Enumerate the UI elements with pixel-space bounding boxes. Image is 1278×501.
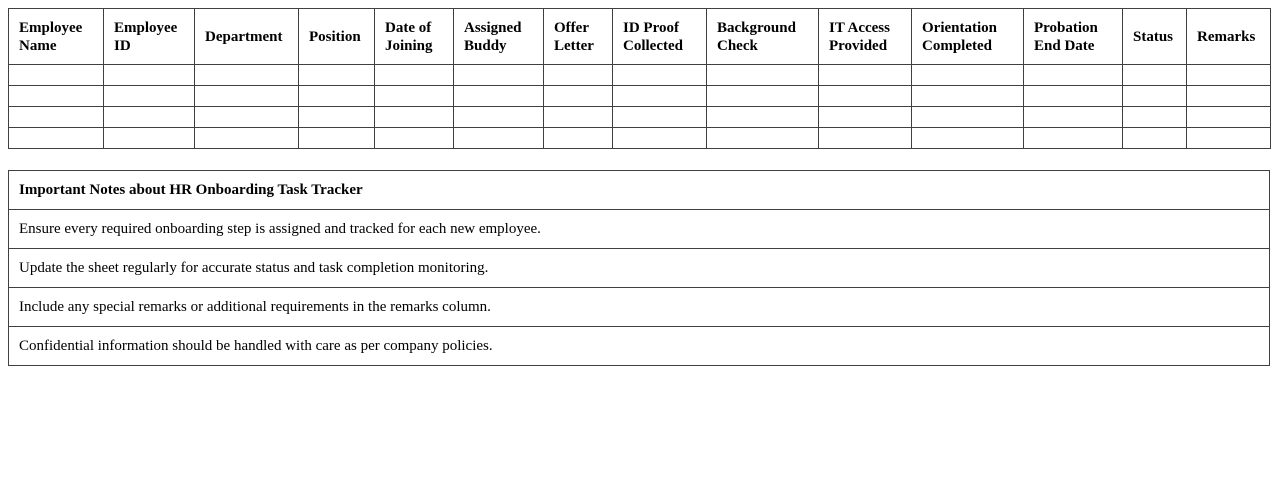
cell-assigned-buddy[interactable]: [454, 65, 544, 86]
header-text: Probation: [1034, 19, 1098, 36]
cell-it-access-provided[interactable]: [819, 86, 912, 107]
cell-it-access-provided[interactable]: [819, 107, 912, 128]
cell-position[interactable]: [299, 128, 375, 149]
cell-date-of-joining[interactable]: [375, 86, 454, 107]
cell-remarks[interactable]: [1187, 86, 1271, 107]
note-text: Ensure every required onboarding step is assigned and tracked for each new employee.: [9, 210, 1270, 249]
header-text: Assigned: [464, 19, 522, 36]
header-text: Provided: [829, 37, 888, 54]
column-header-probation-end-date: [1024, 9, 1123, 65]
header-text: Department: [205, 28, 283, 45]
cell-offer-letter[interactable]: [544, 107, 613, 128]
cell-employee-id[interactable]: [104, 107, 195, 128]
cell-it-access-provided[interactable]: [819, 65, 912, 86]
cell-department[interactable]: [195, 65, 299, 86]
cell-id-proof-collected[interactable]: [613, 107, 707, 128]
table-row: [9, 86, 1271, 107]
header-text: Date of: [385, 19, 432, 36]
cell-assigned-buddy[interactable]: [454, 107, 544, 128]
tracker-body: [9, 65, 1271, 149]
cell-probation-end-date[interactable]: [1024, 65, 1123, 86]
notes-body: [9, 171, 1270, 366]
cell-assigned-buddy[interactable]: [454, 86, 544, 107]
cell-date-of-joining[interactable]: [375, 107, 454, 128]
header-text: Buddy: [464, 37, 507, 54]
cell-probation-end-date[interactable]: [1024, 128, 1123, 149]
header-text: Position: [309, 28, 361, 45]
column-header-assigned-buddy: [454, 9, 544, 65]
cell-department[interactable]: [195, 86, 299, 107]
header-text: IT Access: [829, 19, 890, 36]
header-text: ID: [114, 37, 131, 54]
note-text: Include any special remarks or additional requirements in the remarks column.: [9, 288, 1270, 327]
notes-title: Important Notes about HR Onboarding Task Tracker: [9, 171, 1270, 210]
cell-employee-name[interactable]: [9, 65, 104, 86]
header-text: Completed: [922, 37, 992, 54]
column-header-date-of-joining: [375, 9, 454, 65]
header-text: Check: [717, 37, 758, 54]
cell-position[interactable]: [299, 86, 375, 107]
cell-date-of-joining[interactable]: [375, 65, 454, 86]
header-text: Status: [1133, 28, 1174, 45]
header-text: Employee: [19, 19, 83, 36]
important-notes-table: [8, 170, 1270, 366]
header-text: Orientation: [922, 19, 997, 36]
cell-background-check[interactable]: [707, 65, 819, 86]
cell-id-proof-collected[interactable]: [613, 86, 707, 107]
column-header-id-proof-collected: [613, 9, 707, 65]
column-header-status: [1123, 9, 1187, 65]
onboarding-tracker-table: [8, 8, 1271, 149]
table-row: [9, 65, 1271, 86]
cell-remarks[interactable]: [1187, 65, 1271, 86]
note-row: [9, 210, 1270, 249]
column-header-orientation-completed: [912, 9, 1024, 65]
cell-orientation-completed[interactable]: [912, 86, 1024, 107]
cell-employee-name[interactable]: [9, 107, 104, 128]
header-text: Collected: [623, 37, 683, 54]
header-text: Background: [717, 19, 796, 36]
cell-remarks[interactable]: [1187, 107, 1271, 128]
column-header-employee-id: [104, 9, 195, 65]
cell-offer-letter[interactable]: [544, 65, 613, 86]
note-row: [9, 249, 1270, 288]
notes-title-row: [9, 171, 1270, 210]
cell-employee-name[interactable]: [9, 128, 104, 149]
column-header-it-access-provided: [819, 9, 912, 65]
cell-employee-id[interactable]: [104, 86, 195, 107]
header-text: End Date: [1034, 37, 1095, 54]
cell-department[interactable]: [195, 107, 299, 128]
header-text: Letter: [554, 37, 594, 54]
cell-id-proof-collected[interactable]: [613, 65, 707, 86]
note-row: [9, 327, 1270, 366]
header-text: Employee: [114, 19, 178, 36]
cell-status[interactable]: [1123, 65, 1187, 86]
cell-id-proof-collected[interactable]: [613, 128, 707, 149]
cell-department[interactable]: [195, 128, 299, 149]
cell-position[interactable]: [299, 107, 375, 128]
cell-employee-id[interactable]: [104, 128, 195, 149]
cell-background-check[interactable]: [707, 86, 819, 107]
cell-remarks[interactable]: [1187, 128, 1271, 149]
cell-offer-letter[interactable]: [544, 86, 613, 107]
header-text: Joining: [385, 37, 433, 54]
cell-assigned-buddy[interactable]: [454, 128, 544, 149]
cell-status[interactable]: [1123, 86, 1187, 107]
note-text: Confidential information should be handled with care as per company policies.: [9, 327, 1270, 366]
column-header-position: [299, 9, 375, 65]
note-text: Update the sheet regularly for accurate status and task completion monitoring.: [9, 249, 1270, 288]
header-text: Offer: [554, 19, 589, 36]
cell-probation-end-date[interactable]: [1024, 107, 1123, 128]
header-text: Remarks: [1197, 28, 1256, 45]
column-header-remarks: [1187, 9, 1271, 65]
column-header-department: [195, 9, 299, 65]
table-row: [9, 128, 1271, 149]
header-text: ID Proof: [623, 19, 679, 36]
cell-orientation-completed[interactable]: [912, 107, 1024, 128]
cell-orientation-completed[interactable]: [912, 65, 1024, 86]
header-row: [9, 9, 1271, 65]
table-row: [9, 107, 1271, 128]
cell-offer-letter[interactable]: [544, 128, 613, 149]
cell-employee-id[interactable]: [104, 65, 195, 86]
cell-background-check[interactable]: [707, 107, 819, 128]
cell-probation-end-date[interactable]: [1024, 86, 1123, 107]
cell-status[interactable]: [1123, 107, 1187, 128]
cell-it-access-provided[interactable]: [819, 128, 912, 149]
column-header-employee-name: [9, 9, 104, 65]
cell-status[interactable]: [1123, 128, 1187, 149]
header-text: Name: [19, 37, 57, 54]
cell-background-check[interactable]: [707, 128, 819, 149]
note-row: [9, 288, 1270, 327]
cell-orientation-completed[interactable]: [912, 128, 1024, 149]
cell-employee-name[interactable]: [9, 86, 104, 107]
column-header-offer-letter: [544, 9, 613, 65]
column-header-background-check: [707, 9, 819, 65]
cell-position[interactable]: [299, 65, 375, 86]
cell-date-of-joining[interactable]: [375, 128, 454, 149]
